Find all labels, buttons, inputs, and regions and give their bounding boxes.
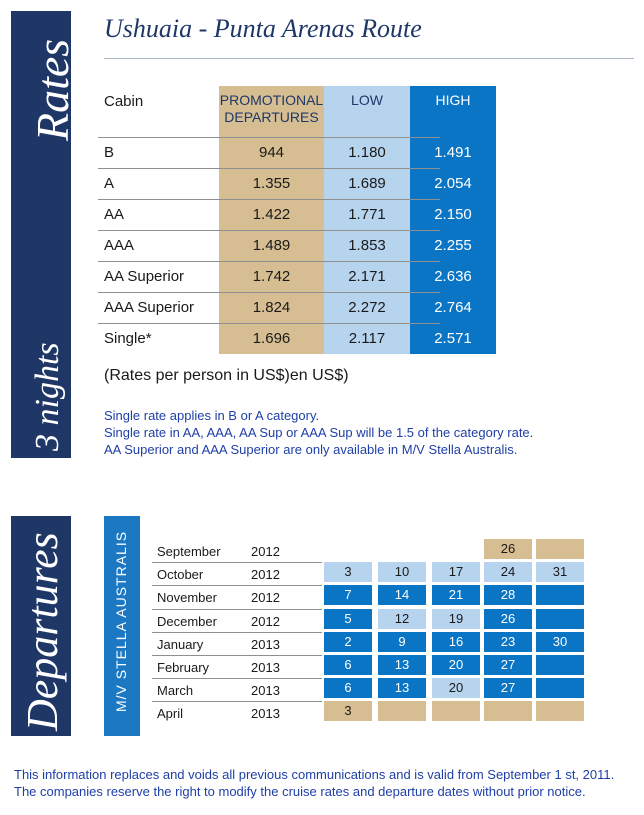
rates-promo-cell: 944 (258, 144, 285, 161)
rates-promo-cell: 1.489 (252, 237, 291, 254)
footer-disclaimer (14, 766, 614, 800)
rates-promo-cell: 1.696 (252, 330, 291, 347)
month-year: 2012 (251, 567, 280, 583)
note-2: Single rate in AA, AAA, AA Sup or AAA Sup will be 1.5 of the category rate. (104, 425, 534, 440)
footer-line-1: This information replaces and voids all previous communications and is valid from September 1 st, 2011. (14, 767, 615, 782)
cabin-header: Cabin (104, 93, 144, 110)
rates-sidebar-label: Rates (27, 38, 78, 141)
rates-row-divider (98, 199, 440, 200)
departure-date-cell: 7 (324, 585, 372, 605)
month-year: 2013 (251, 660, 280, 675)
rates-low-cell: 1.853 (348, 237, 386, 254)
departure-date-cell: 20 (432, 655, 480, 675)
rates-high-cell: 2.764 (434, 299, 472, 316)
month-name: February (157, 660, 210, 675)
month-name: December (157, 613, 217, 629)
note-1: Single rate applies in B or A category. (104, 408, 320, 423)
rates-row-divider (98, 168, 440, 169)
month-divider (152, 609, 322, 610)
month-name: March (157, 683, 194, 699)
rates-high-cell: 2.571 (434, 330, 472, 347)
rates-low-cell: 1.689 (348, 175, 386, 192)
departure-date-cell (536, 585, 584, 605)
departure-date-cell: 19 (432, 609, 480, 629)
departure-date-cell: 9 (378, 632, 426, 652)
departure-date-cell: 20 (432, 678, 480, 698)
rates-high-cell: 2.255 (434, 237, 472, 254)
rates-cabin-cell: A (104, 175, 115, 192)
rates-row-divider (98, 261, 440, 262)
month-divider (152, 678, 322, 679)
rates-promo-cell: 1.824 (252, 299, 291, 316)
rates-row-divider (98, 137, 440, 138)
rates-promo-cell: 1.742 (252, 268, 291, 285)
rates-high-cell: 2.150 (434, 206, 472, 223)
low-header: LOW (351, 92, 383, 108)
rates-cabin-cell: AAA Superior (104, 299, 195, 316)
rates-high-cell: 2.636 (434, 268, 472, 285)
month-name: September (157, 544, 221, 559)
month-name: April (157, 706, 184, 722)
departure-date-cell: 21 (432, 585, 480, 605)
rates-high-cell: 1.491 (434, 144, 472, 161)
departure-date-cell: 28 (484, 585, 532, 605)
departure-date-cell (536, 701, 584, 721)
departures-sidebar (11, 516, 71, 736)
departure-date-cell: 2 (324, 632, 372, 652)
rates-footnote: (Rates per person in US$)en US$) (104, 367, 349, 384)
rates-low-cell: 1.180 (348, 144, 386, 161)
rates-cabin-cell: Single* (104, 330, 152, 347)
departures-sidebar-label: Departures (18, 532, 67, 731)
departure-date-cell: 16 (432, 632, 480, 652)
departure-date-cell: 6 (324, 655, 372, 675)
high-header: HIGH (435, 92, 471, 108)
departure-date-cell: 12 (378, 609, 426, 629)
rates-high-cell: 2.054 (434, 175, 472, 192)
departure-date-cell: 23 (484, 632, 532, 652)
departure-date-cell: 14 (378, 585, 426, 605)
departure-date-cell (536, 609, 584, 629)
departure-date-cell: 24 (484, 562, 532, 582)
rates-low-cell: 2.171 (348, 268, 386, 285)
month-divider (152, 585, 322, 586)
departure-date-cell (536, 539, 584, 559)
rates-promo-cell: 1.355 (252, 175, 291, 192)
nights-sidebar-label: 3 nights (29, 342, 66, 451)
title-divider (104, 58, 634, 59)
month-divider (152, 701, 322, 702)
rates-cabin-cell: AA Superior (104, 268, 185, 285)
departure-date-cell: 26 (484, 609, 532, 629)
departure-date-cell (484, 701, 532, 721)
departure-date-cell: 31 (536, 562, 584, 582)
month-year: 2013 (251, 706, 280, 722)
rates-row-divider (98, 292, 440, 293)
month-year: 2013 (251, 683, 280, 699)
promo-header: PROMOTIONAL DEPARTURES (219, 92, 324, 125)
departure-date-cell (432, 701, 480, 721)
month-name: October (157, 567, 204, 583)
note-3: AA Superior and AAA Superior are only available in M/V Stella Australis. (104, 442, 518, 457)
rates-cabin-cell: AAA (104, 237, 135, 254)
month-year: 2012 (251, 613, 280, 629)
month-divider (152, 562, 322, 563)
departure-date-cell: 27 (484, 678, 532, 698)
departure-date-cell (536, 655, 584, 675)
departure-date-cell: 13 (378, 655, 426, 675)
month-year: 2013 (251, 636, 280, 652)
route-title: Ushuaia - Punta Arenas Route (104, 14, 422, 43)
month-name: November (157, 590, 217, 606)
departure-date-cell: 13 (378, 678, 426, 698)
rates-row-divider (98, 323, 440, 324)
rates-row-divider (98, 230, 440, 231)
rates-low-cell: 2.117 (348, 330, 386, 347)
departure-date-cell: 3 (324, 562, 372, 582)
month-divider (152, 632, 322, 633)
rates-low-cell: 1.771 (348, 206, 386, 223)
departure-date-cell: 26 (484, 539, 532, 559)
departure-date-cell (378, 701, 426, 721)
departure-date-cell: 10 (378, 562, 426, 582)
rates-cabin-cell: AA (104, 206, 125, 223)
rates-promo-cell: 1.422 (252, 206, 291, 223)
month-name: January (157, 636, 204, 652)
departure-date-cell: 3 (324, 701, 372, 721)
rates-sidebar (11, 11, 78, 458)
departure-date-cell (536, 678, 584, 698)
month-year: 2012 (251, 590, 280, 606)
departure-date-cell: 27 (484, 655, 532, 675)
footer-line-2: The companies reserve the right to modify the cruise rates and departure dates without prior notice. (14, 784, 586, 799)
month-divider (152, 655, 322, 656)
rates-cabin-cell: B (104, 144, 115, 161)
rates-low-cell: 2.272 (348, 299, 386, 316)
departure-date-cell: 6 (324, 678, 372, 698)
ship-name: M/V STELLA AUSTRALIS (113, 530, 129, 712)
departure-date-cell: 17 (432, 562, 480, 582)
departure-date-cell: 30 (536, 632, 584, 652)
month-year: 2012 (251, 544, 280, 559)
departure-date-cell: 5 (324, 609, 372, 629)
